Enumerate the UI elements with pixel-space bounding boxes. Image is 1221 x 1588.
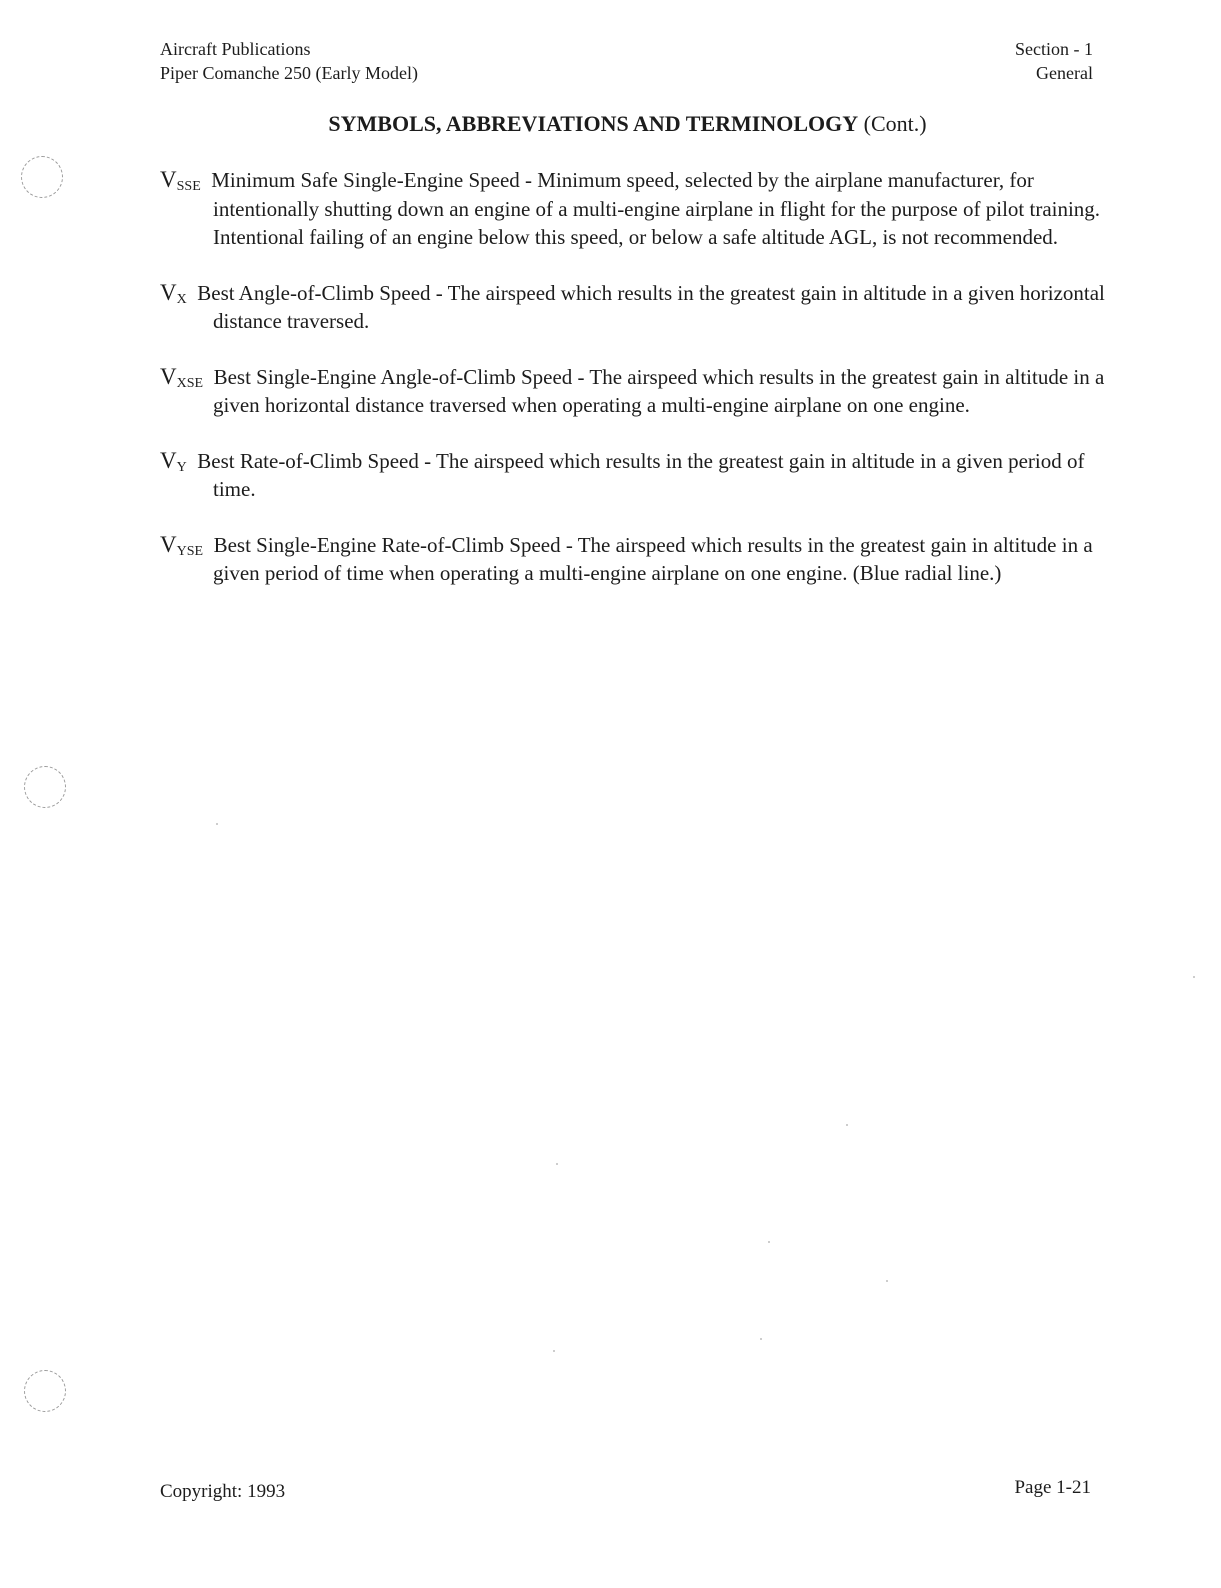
page-title [160,110,1095,138]
scan-speck [768,1241,770,1243]
definition-item [160,166,1105,252]
definition-symbol: $V_Y$ [160,447,187,475]
header-right [1015,37,1093,85]
definition-text: Minimum Safe Single-Engine Speed - Minimum speed, selected by the airplane manufacturer, for intentionally shutting down an engine of a multi-engine airplane in flight for the purpose of pilot training. Intentional failing of an engine below this speed, or below a safe altitude AGL, is not recommended. [211,168,1101,249]
definition-symbol: $V_{SSE}$ [160,167,201,194]
definition-item [160,447,1105,504]
header-publisher: Aircraft Publications [160,39,311,59]
header-left [160,37,418,85]
definition-symbol: $V_X$ [160,279,187,307]
definition-item [160,279,1105,336]
footer-page-number: Page 1-21 [1014,1477,1091,1498]
binder-hole-bottom [24,1370,66,1412]
definition-text: Best Rate-of-Climb Speed - The airspeed which results in the greatest gain in altitude in a given period of time. [197,448,1085,501]
page-title-suffix: (Cont.) [863,111,927,136]
binder-hole-middle [24,766,66,808]
definition-symbol: $V_{XSE}$ [160,363,204,391]
header-model: Piper Comanche 250 (Early Model) [160,63,418,83]
header-section: Section - 1 [1015,39,1093,59]
header-section-name: General [1036,63,1093,83]
binder-hole-top [21,156,63,198]
definition-symbol: $V_{YSE}$ [160,531,204,559]
footer-copyright: Copyright: 1993 [160,1481,286,1502]
scan-speck [1193,976,1195,978]
definition-item [160,363,1105,420]
scan-speck [760,1338,762,1340]
scan-speck [553,1350,555,1352]
scan-speck [216,823,218,825]
definition-list [160,166,1105,615]
page-title-main: SYMBOLS, ABBREVIATIONS AND TERMINOLOGY [328,111,859,136]
definition-text: Best Single-Engine Rate-of-Climb Speed - The airspeed which results in the greatest gain in altitude in a given period of time when operating a multi-engine airplane on one engine. (Blue radial line.) [213,532,1093,585]
definition-item [160,531,1105,588]
definition-text: Best Angle-of-Climb Speed - The airspeed which results in the greatest gain in altitude in a given horizontal distance traversed. [197,280,1105,333]
definition-text: Best Single-Engine Angle-of-Climb Speed - The airspeed which results in the greatest gain in altitude in a given horizontal distance traversed when operating a multi-engine airplane on one engine. [213,364,1105,417]
scan-speck [846,1124,848,1126]
scan-speck [886,1280,888,1282]
scan-speck [556,1163,558,1165]
